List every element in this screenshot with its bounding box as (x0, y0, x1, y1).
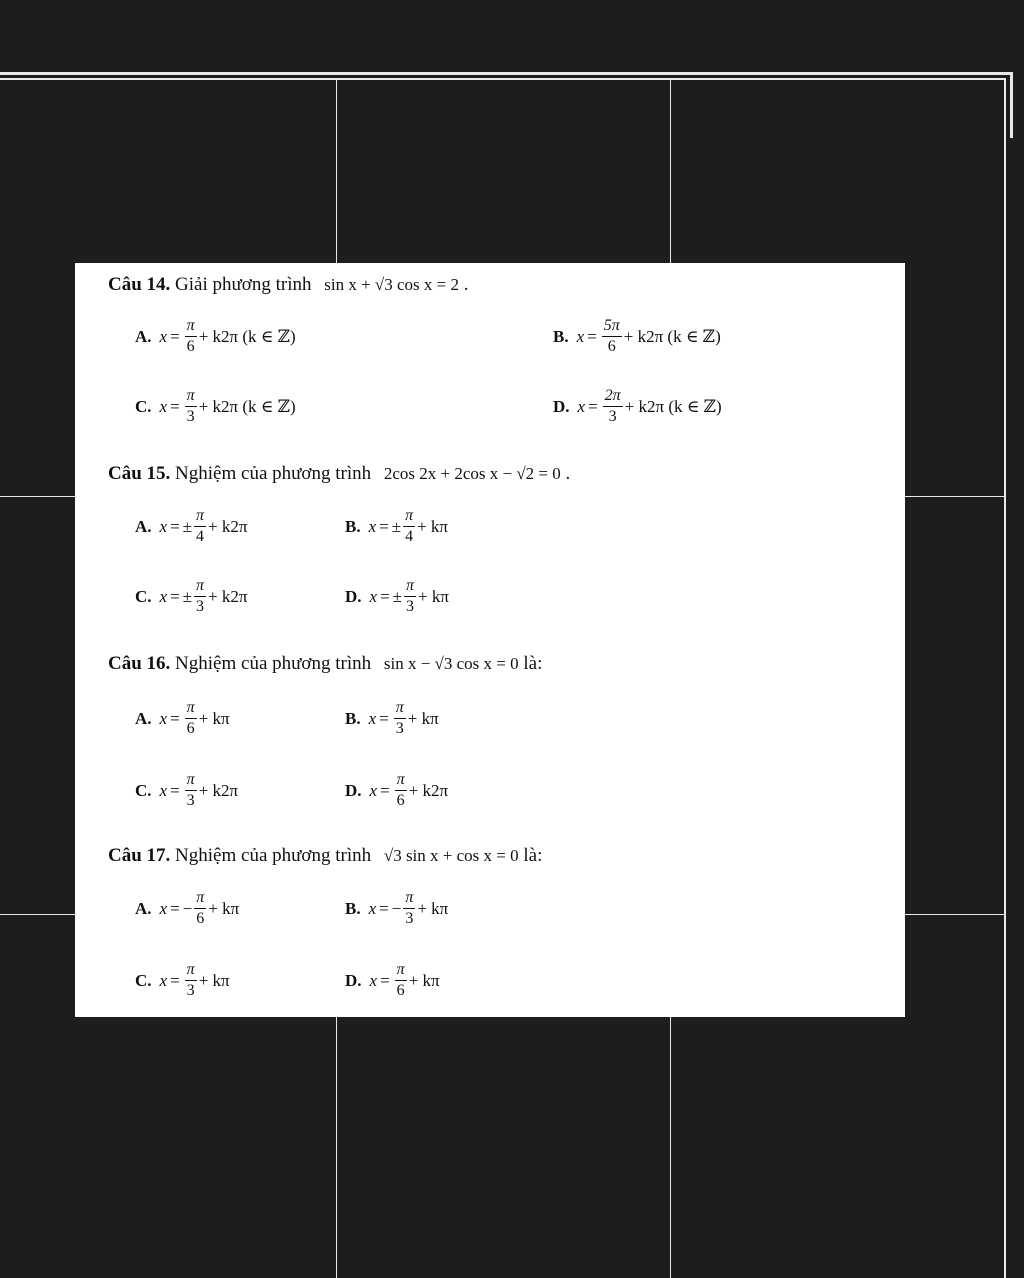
question-label: Câu 17. (108, 845, 171, 866)
option-letter: A. (135, 898, 152, 918)
fraction: $\frac{\pi}{6}$ (186, 317, 195, 355)
option-tail: + kπ (407, 708, 439, 728)
option-d[interactable]: D. x = ± $\frac{\pi}{3}$ + kπ (345, 577, 449, 615)
question-sheet (75, 263, 905, 1017)
question-prompt: Giải phương trình (175, 274, 312, 295)
question-equation: sin x + √3 cos x = 2 (324, 275, 460, 294)
option-tail: + kπ (198, 708, 230, 728)
option-sign: ± (182, 586, 193, 606)
option-tail: + kπ (417, 516, 449, 536)
fraction: $\frac{\pi}{6}$ (396, 771, 405, 809)
fraction: $\frac{\pi}{3}$ (405, 889, 414, 927)
option-a[interactable]: A. x = $\frac{\pi}{6}$ + kπ (135, 699, 230, 737)
fraction: $\frac{\pi}{6}$ (186, 699, 195, 737)
option-b[interactable]: B. x = $\frac{5\pi}{6}$ + k2π (k ∈ ℤ) (553, 317, 721, 355)
question-prompt: Nghiệm của phương trình (175, 653, 372, 674)
question-end: . (565, 463, 571, 484)
grid-line (1004, 78, 1006, 1278)
question-prompt: Nghiệm của phương trình (175, 463, 372, 484)
fraction: $\frac{2\pi}{3}$ (604, 387, 621, 425)
option-tail: + kπ (208, 898, 240, 918)
option-tail: + kπ (417, 898, 449, 918)
question-label: Câu 15. (108, 463, 171, 484)
option-sign: − (182, 898, 193, 918)
question-label: Câu 14. (108, 274, 171, 295)
question-14 (108, 275, 469, 294)
option-tail: + kπ (418, 586, 449, 606)
option-letter: B. (553, 326, 569, 346)
option-c[interactable]: C. x = ± $\frac{\pi}{3}$ + k2π (135, 577, 248, 615)
question-end: là: (523, 845, 543, 866)
option-b[interactable]: B. x = ± $\frac{\pi}{4}$ + kπ (345, 507, 449, 545)
option-letter: A. (135, 708, 152, 728)
question-equation: sin x − √3 cos x = 0 (383, 654, 519, 673)
option-letter: D. (345, 780, 362, 800)
option-sign: − (391, 898, 402, 918)
question-end: là: (523, 653, 543, 674)
grid-line (0, 78, 1006, 80)
option-c[interactable]: C. x = $\frac{\pi}{3}$ + k2π (k ∈ ℤ) (135, 387, 296, 425)
option-sign: ± (392, 586, 403, 606)
option-letter: C. (135, 586, 152, 606)
fraction: $\frac{\pi}{4}$ (196, 507, 205, 545)
fraction: $\frac{\pi}{3}$ (406, 577, 415, 615)
fraction: $\frac{\pi}{3}$ (186, 387, 195, 425)
question-end: . (463, 274, 469, 295)
option-c[interactable]: C. x = $\frac{\pi}{3}$ + k2π (135, 771, 239, 809)
option-letter: C. (135, 780, 152, 800)
option-letter: B. (345, 898, 361, 918)
question-equation: √3 sin x + cos x = 0 (383, 846, 519, 865)
question-equation: 2cos 2x + 2cos x − √2 = 0 (383, 464, 561, 483)
option-tail: + k2π (408, 780, 449, 800)
option-letter: A. (135, 326, 152, 346)
option-letter: D. (345, 970, 362, 990)
option-letter: D. (553, 396, 570, 416)
option-tail: + k2π (208, 516, 248, 536)
option-letter: B. (345, 516, 361, 536)
option-b[interactable]: B. x = − $\frac{\pi}{3}$ + kπ (345, 889, 449, 927)
option-tail: + k2π (k ∈ ℤ) (624, 396, 722, 416)
option-tail: + k2π (k ∈ ℤ) (198, 396, 296, 416)
question-17 (108, 846, 542, 865)
option-tail: + k2π (208, 586, 248, 606)
option-b[interactable]: B. x = $\frac{\pi}{3}$ + kπ (345, 699, 439, 737)
option-letter: D. (345, 586, 362, 606)
question-label: Câu 16. (108, 653, 171, 674)
option-letter: B. (345, 708, 361, 728)
option-sign: ± (391, 516, 402, 536)
grid-line (1010, 72, 1013, 138)
fraction: $\frac{\pi}{4}$ (405, 507, 414, 545)
fraction: $\frac{5\pi}{6}$ (603, 317, 620, 355)
option-d[interactable]: D. x = $\frac{2\pi}{3}$ + k2π (k ∈ ℤ) (553, 387, 722, 425)
option-tail: + kπ (408, 970, 440, 990)
question-prompt: Nghiệm của phương trình (175, 845, 372, 866)
fraction: $\frac{\pi}{6}$ (196, 889, 205, 927)
fraction: $\frac{\pi}{3}$ (196, 577, 205, 615)
question-15 (108, 464, 570, 483)
option-letter: A. (135, 516, 152, 536)
option-a[interactable]: A. x = ± $\frac{\pi}{4}$ + k2π (135, 507, 248, 545)
option-a[interactable]: A. x = $\frac{\pi}{6}$ + k2π (k ∈ ℤ) (135, 317, 296, 355)
option-sign: ± (182, 516, 193, 536)
option-letter: C. (135, 396, 152, 416)
option-letter: C. (135, 970, 152, 990)
question-16 (108, 654, 542, 673)
option-d[interactable]: D. x = $\frac{\pi}{6}$ + k2π (345, 771, 449, 809)
grid-line (0, 72, 1010, 75)
option-tail: + k2π (198, 780, 239, 800)
fraction: $\frac{\pi}{3}$ (186, 961, 195, 999)
fraction: $\frac{\pi}{6}$ (396, 961, 405, 999)
option-d[interactable]: D. x = $\frac{\pi}{6}$ + kπ (345, 961, 440, 999)
fraction: $\frac{\pi}{3}$ (186, 771, 195, 809)
option-tail: + k2π (k ∈ ℤ) (198, 326, 296, 346)
option-tail: + k2π (k ∈ ℤ) (623, 326, 721, 346)
option-a[interactable]: A. x = − $\frac{\pi}{6}$ + kπ (135, 889, 240, 927)
option-c[interactable]: C. x = $\frac{\pi}{3}$ + kπ (135, 961, 230, 999)
fraction: $\frac{\pi}{3}$ (395, 699, 404, 737)
option-tail: + kπ (198, 970, 230, 990)
